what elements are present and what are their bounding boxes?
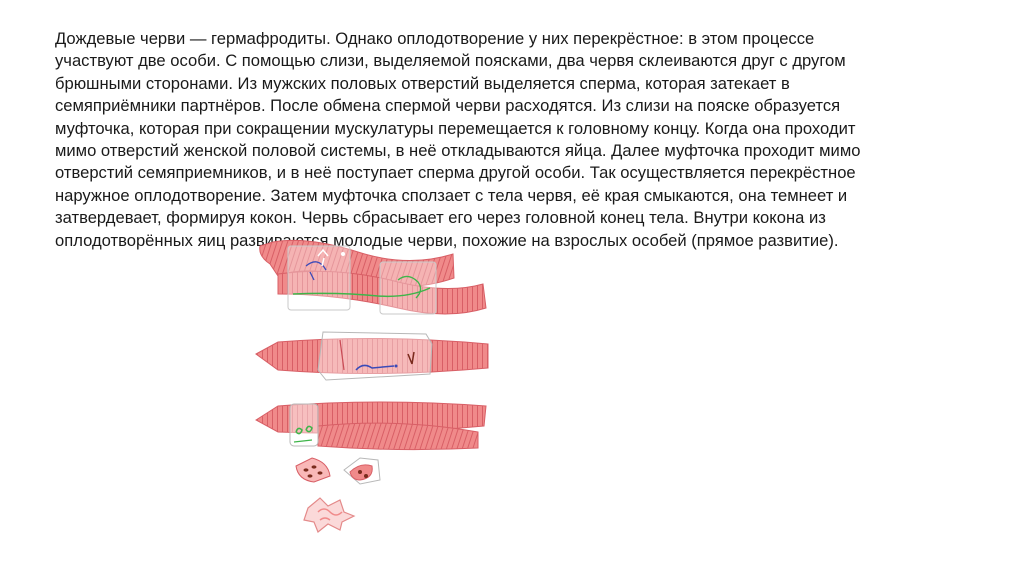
stage-hatching <box>304 498 354 532</box>
earthworm-reproduction-illustration <box>248 236 498 536</box>
stage-mucus-sleeve <box>256 332 488 380</box>
stage-cocoon-forming <box>256 402 486 450</box>
body-paragraph: Дождевые черви — гермафродиты. Однако оплодотворение у них перекрёстное: в этом процессе участвуют две особи. С помощью слизи, выделяемой поясками, два червя склеиваются друг с другом брюшными сторонами. Из мужских половых отверстий выделяется сперма, которая затекает в семяприёмники партнёров. После обмена спермой черви расходятся. Из слизи на пояске образуется муфточка, которая при сокращении мускулатуры перемещается к головному концу. Когда она проходит мимо отверстий женской половой системы, в неё откладываются яйца. Далее муфточка проходит мимо отверстий семяприемников, и в неё поступает сперма другой особи. Так осуществляется перекрёстное наружное оплодотворение. Затем муфточка сползает с тела червя, её края смыкаются, она темнеет и затвердевает, формируя кокон. Червь сбрасывает его через головной конец тела. Внутри кокона из оплодотворённых яиц развиваются молодые черви, похожие на взрослых особей (прямое развитие). <box>55 29 861 250</box>
stage-cocoons <box>296 458 380 484</box>
stage-copulation <box>260 240 486 314</box>
